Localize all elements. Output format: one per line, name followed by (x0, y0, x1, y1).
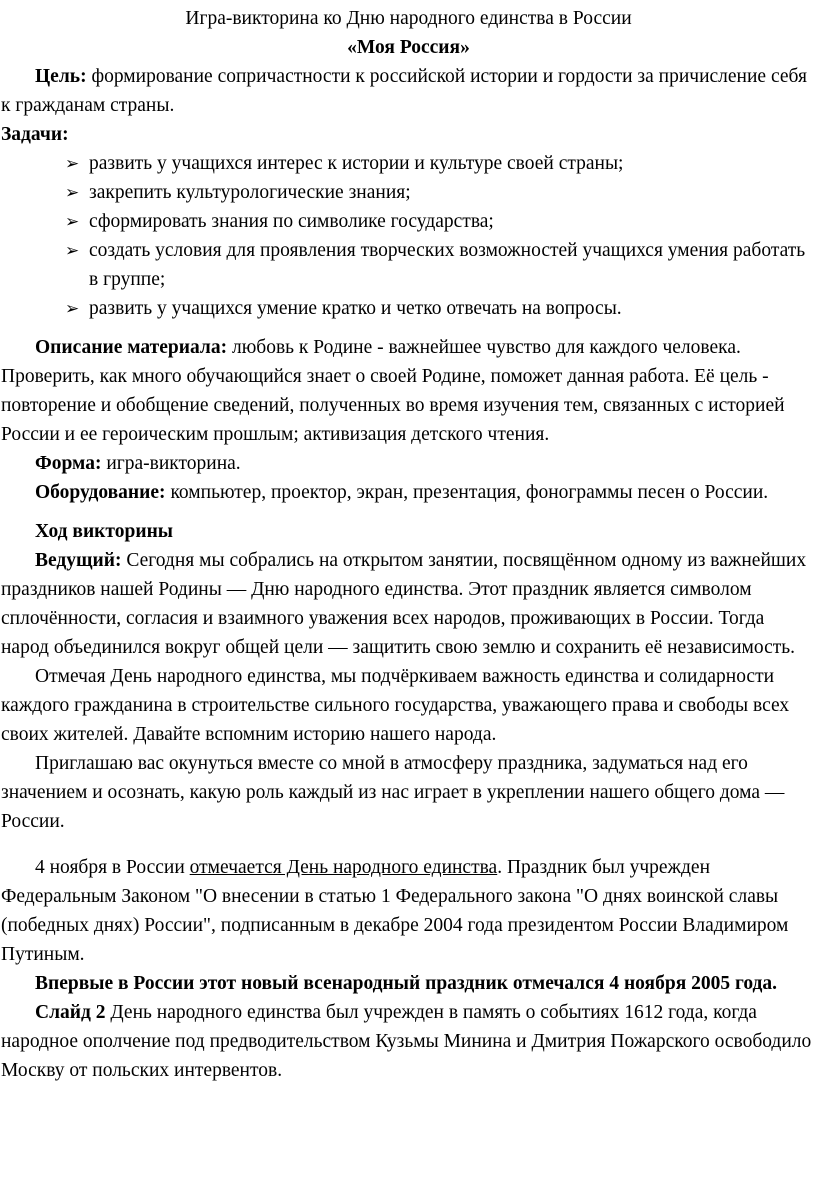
history-paragraph (1, 853, 816, 969)
tasks-list (1, 149, 816, 323)
task-text: создать условия для проявления творческих возможностей учащихся умения работать в группе; (89, 240, 806, 290)
history-intro: 4 ноября в России (35, 857, 190, 878)
document-subtitle (1, 33, 816, 62)
spacer (1, 507, 816, 517)
goal-paragraph (1, 62, 816, 120)
task-text: сформировать знания по символике государства; (89, 211, 494, 232)
document-title: Игра-викторина ко Дню народного единства в России (185, 8, 632, 29)
task-text: развить у учащихся интерес к истории и культуре своей страны; (89, 153, 624, 174)
slide-label: Слайд 2 (35, 1002, 106, 1023)
description-paragraph (1, 333, 816, 449)
spacer (1, 836, 816, 853)
arrow-bullet-icon: ➢ (65, 183, 80, 202)
slide-paragraph (1, 998, 816, 1085)
task-text: развить у учащихся умение кратко и четко отвечать на вопросы. (89, 298, 622, 319)
arrow-bullet-icon: ➢ (65, 212, 80, 231)
paragraph-invitation: Приглашаю вас окунуться вместе со мной в атмосферу праздника, задуматься над его значением и осознать, какую роль каждый из нас играет в укреплении нашего общего дома — России. (1, 753, 785, 832)
form-paragraph (1, 449, 816, 478)
first-celebration-paragraph (1, 969, 816, 998)
tasks-heading (1, 120, 816, 149)
list-item (65, 178, 816, 207)
host-label: Ведущий: (35, 550, 122, 571)
course-heading (1, 517, 816, 546)
paragraph-unity: Отмечая День народного единства, мы подчёркиваем важность единства и солидарности каждого гражданина в строительстве сильного государства, уважающего права и свободы всех своих жителей. Давайте вспомним историю нашего народа. (1, 666, 790, 745)
equipment-label: Оборудование: (35, 482, 166, 503)
description-label: Описание материала: (35, 337, 228, 358)
list-item (65, 207, 816, 236)
goal-label: Цель: (35, 66, 87, 87)
host-paragraph (1, 546, 816, 662)
spacer (1, 323, 816, 333)
host-text: Сегодня мы собрались на открытом занятии, посвящённом одному из важнейших праздников нашей Родины — Дню народного единства. Этот праздник является символом сплочённости, согласия и взаимного уважения всех народов, проживающих в России. Тогда народ объединился вокруг общей цели — защитить свою землю и сохранить её независимость. (1, 550, 807, 658)
equipment-text: компьютер, проектор, экран, презентация, фонограммы песен о России. (165, 482, 769, 503)
list-item (65, 294, 816, 323)
equipment-paragraph (1, 478, 816, 507)
list-item (65, 149, 816, 178)
course-heading-text: Ход викторины (35, 521, 174, 542)
history-rest: . Праздник был учрежден Федеральным Законом "О внесении в статью 1 Федерального закона "О днях воинской славы (победных днях) России", подписанным в декабре 2004 года президентом России Владимиром Путиным. (1, 857, 789, 965)
task-text: закрепить культурологические знания; (89, 182, 411, 203)
description-text: любовь к Родине - важнейшее чувство для каждого человека. Проверить, как много обучающийся знает о своей Родине, поможет данная работа. Её цель - повторение и обобщение сведений, полученных во время изучения тем, связанных с историей России и ее героическим прошлым; активизация детского чтения. (1, 337, 785, 445)
goal-text: формирование сопричастности к российской истории и гордости за причисление себя к гражданам страны. (1, 66, 807, 116)
form-text: игра-викторина. (101, 453, 241, 474)
list-item (65, 236, 816, 294)
document-page (0, 4, 816, 1183)
subtitle-text: «Моя Россия» (347, 37, 470, 58)
tasks-label: Задачи: (1, 124, 69, 145)
form-label: Форма: (35, 453, 102, 474)
arrow-bullet-icon: ➢ (65, 241, 80, 260)
arrow-bullet-icon: ➢ (65, 299, 80, 318)
slide-text: День народного единства был учрежден в память о событиях 1612 года, когда народное ополчение под предводительством Кузьмы Минина и Дмитрия Пожарского освободило Москву от польских интервентов. (1, 1002, 812, 1081)
arrow-bullet-icon: ➢ (65, 154, 80, 173)
holiday-link[interactable]: отмечается День народного единства (189, 857, 498, 878)
first-celebration-text: Впервые в России этот новый всенародный праздник отмечался 4 ноября 2005 года. (35, 973, 778, 994)
